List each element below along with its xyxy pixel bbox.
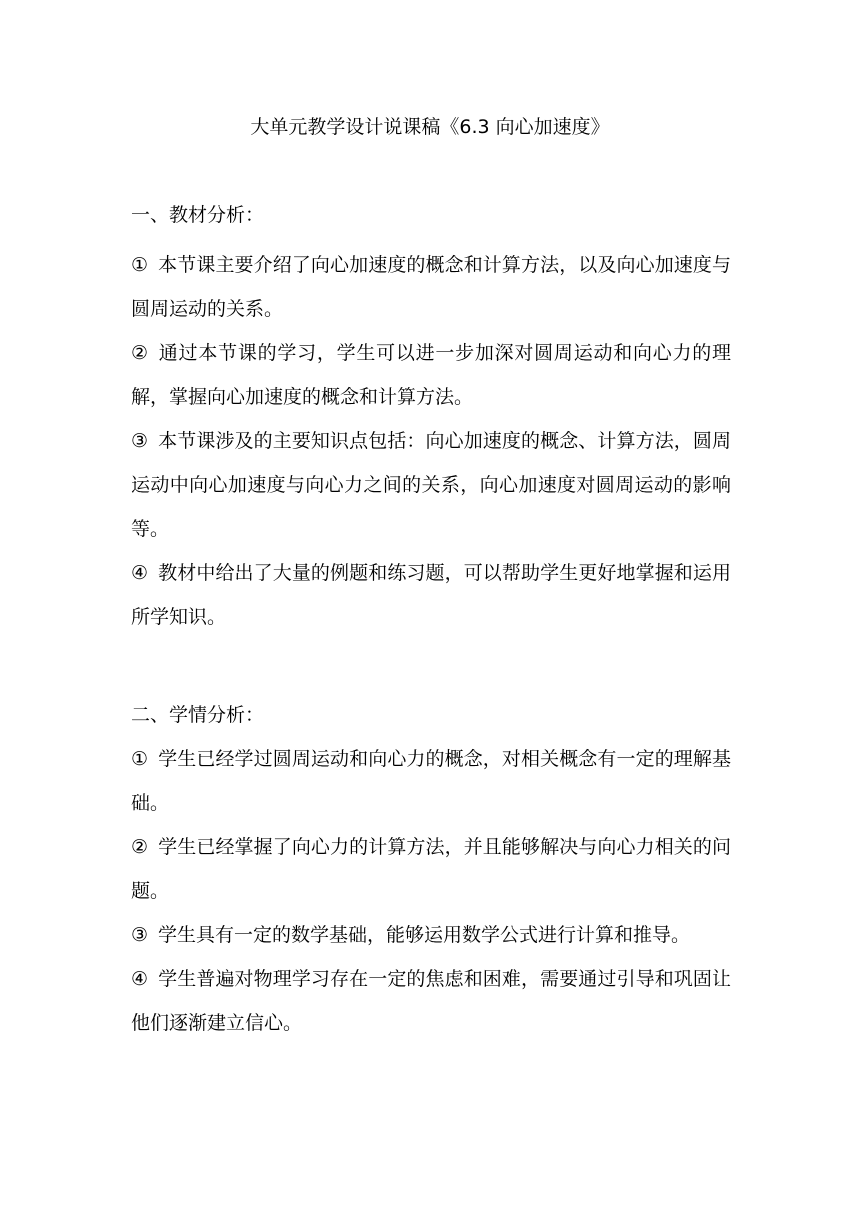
item-marker: ③ bbox=[131, 430, 149, 452]
item-marker: ④ bbox=[131, 968, 149, 990]
item-marker: ① bbox=[131, 748, 149, 770]
item-marker: ② bbox=[131, 836, 149, 858]
item-text: 学生具有一定的数学基础，能够运用数学公式进行计算和推导。 bbox=[158, 924, 691, 946]
section-heading-student-analysis: 二、学情分析： bbox=[131, 704, 265, 726]
item-text: 学生普遍对物理学习存在一定的焦虑和困难，需要通过引导和巩固让他们逐渐建立信心。 bbox=[131, 968, 731, 1034]
document-title: 大单元教学设计说课稿《6.3 向心加速度》 bbox=[250, 116, 610, 138]
item-text: 通过本节课的学习，学生可以进一步加深对圆周运动和向心力的理解，掌握向心加速度的概念和计算方法。 bbox=[131, 342, 731, 408]
item-text: 学生已经掌握了向心力的计算方法，并且能够解决与向心力相关的问题。 bbox=[131, 836, 731, 902]
item-marker: ① bbox=[131, 254, 149, 276]
item-marker: ④ bbox=[131, 562, 149, 584]
item-text: 本节课主要介绍了向心加速度的概念和计算方法，以及向心加速度与圆周运动的关系。 bbox=[131, 254, 731, 320]
list-item bbox=[131, 957, 731, 1045]
list-item bbox=[131, 737, 731, 825]
section-heading-textbook-analysis: 一、教材分析： bbox=[131, 204, 265, 226]
list-item bbox=[131, 551, 731, 639]
item-text: 学生已经学过圆周运动和向心力的概念，对相关概念有一定的理解基础。 bbox=[131, 748, 731, 814]
item-marker: ② bbox=[131, 342, 149, 364]
list-item bbox=[131, 331, 731, 419]
list-item bbox=[131, 243, 731, 331]
list-item bbox=[131, 419, 731, 551]
list-item bbox=[131, 913, 731, 957]
item-text: 本节课涉及的主要知识点包括：向心加速度的概念、计算方法，圆周运动中向心加速度与向心力之间的关系，向心加速度对圆周运动的影响等。 bbox=[131, 430, 731, 540]
list-item bbox=[131, 825, 731, 913]
item-text: 教材中给出了大量的例题和练习题，可以帮助学生更好地掌握和运用所学知识。 bbox=[131, 562, 731, 628]
item-marker: ③ bbox=[131, 924, 149, 946]
